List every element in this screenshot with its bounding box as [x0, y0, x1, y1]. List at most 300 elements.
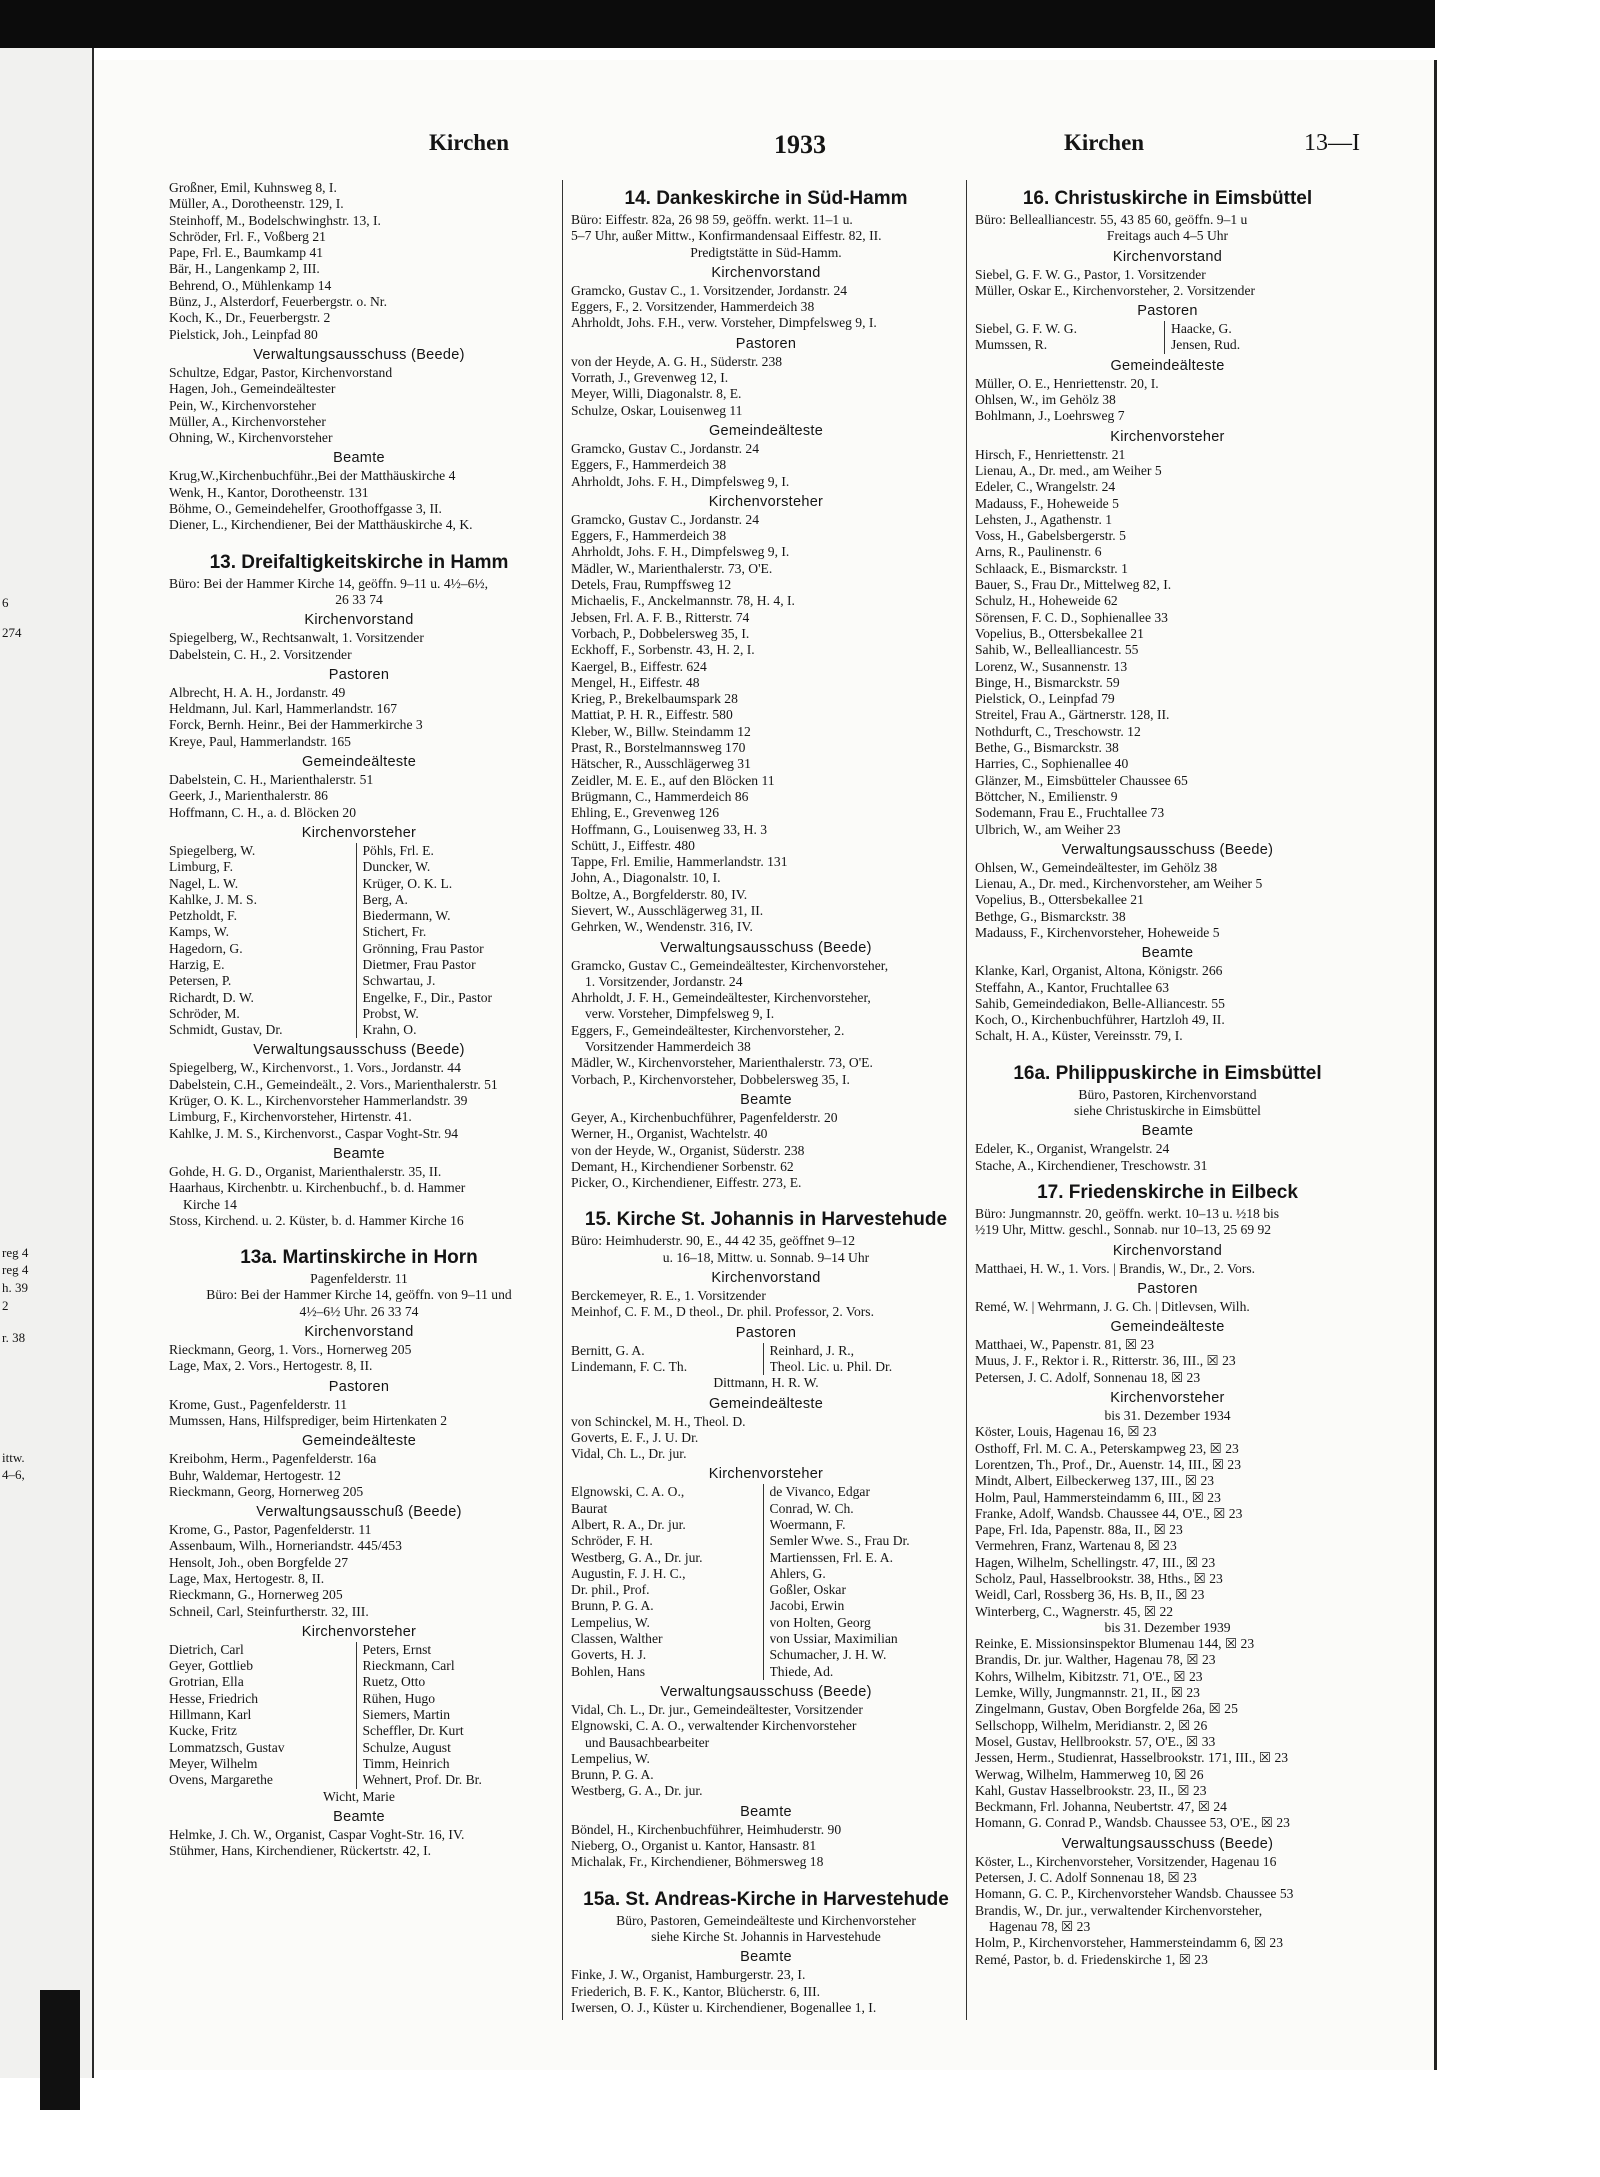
name-entry: Berg, A. — [362, 891, 408, 907]
directory-entry: Harries, C., Sophienallee 40 — [975, 756, 1129, 772]
name-entry: Augustin, F. J. H. C., — [571, 1566, 764, 1582]
name-pair-row — [571, 1501, 961, 1517]
directory-entry: Großner, Emil, Kuhnsweg 8, I. — [169, 180, 337, 195]
name-entry: Goßler, Oskar — [769, 1582, 846, 1598]
directory-entry: Meyer, Willi, Diagonalstr. 8, E. — [571, 386, 742, 402]
name-entry: Krahn, O. — [362, 1022, 417, 1038]
centered-note: bis 31. Dezember 1934 — [1104, 1408, 1231, 1424]
name-entry: Conrad, W. Ch. — [769, 1500, 854, 1516]
name-entry: Semler Wwe. S., Frau Dr. — [769, 1533, 910, 1549]
directory-entry: Edeler, C., Wrangelstr. 24 — [975, 479, 1116, 495]
name-entry: Siebel, G. F. W. G. — [975, 321, 1165, 337]
directory-entry: Mattiat, P. H. R., Eiffestr. 580 — [571, 707, 733, 723]
directory-entry: Schröder, Frl. F., Voßberg 21 — [169, 228, 326, 244]
centered-note: Büro, Pastoren, Gemeindeälteste und Kirchenvorsteher — [616, 1912, 916, 1928]
directory-entry: Matthaei, H. W., 1. Vors. | Brandis, W., Dr., 2. Vors. — [975, 1260, 1256, 1276]
directory-entry: Steffahn, A., Kantor, Fruchtallee 63 — [975, 979, 1170, 995]
directory-entry: Prast, R., Borstelmannsweg 170 — [571, 740, 746, 756]
directory-entry: Boltze, A., Borgfelderstr. 80, IV. — [571, 886, 748, 902]
directory-entry: Weidl, Carl, Rossberg 36, Hs. B, II., ☒ 23 — [975, 1587, 1205, 1603]
spacer — [571, 1871, 961, 1881]
scan-top-edge — [0, 0, 1600, 48]
directory-entry: Köster, L., Kirchenvorsteher, Vorsitzender, Hagenau 16 — [975, 1853, 1277, 1869]
directory-entry: Böttcher, N., Emilienstr. 9 — [975, 788, 1118, 804]
subsection-heading: Pastoren — [1137, 303, 1198, 320]
name-pair-row — [169, 1772, 549, 1788]
name-pair-row — [571, 1647, 961, 1663]
subsection-heading: Kirchenvorstand — [1112, 248, 1223, 265]
directory-entry: Madauss, F., Kirchenvorsteher, Hoheweide 5 — [975, 924, 1220, 940]
subsection-heading: Kirchenvorstand — [711, 264, 821, 281]
directory-entry: Koch, O., Kirchenbuchführer, Hartzloh 49, II. — [975, 1012, 1225, 1028]
directory-entry: Müller, O. E., Henriettenstr. 20, I. — [975, 375, 1159, 391]
subsection-heading: Beamte — [333, 1145, 385, 1162]
directory-entry: Lempelius, W. — [571, 1750, 650, 1766]
directory-entry: Lehsten, J., Agathenstr. 1 — [975, 511, 1113, 527]
directory-entry: Brügmann, C., Hammerdeich 86 — [571, 788, 749, 804]
directory-entry: Krome, G., Pastor, Pagenfelderstr. 11 — [169, 1522, 372, 1538]
centered-note: 4½–6½ Uhr. 26 33 74 — [299, 1303, 419, 1319]
previous-page-edge — [0, 48, 94, 2078]
directory-entry: Ahrholdt, Johs. F. H., Dimpfelsweg 9, I. — [571, 544, 790, 560]
name-pair-row — [571, 1484, 961, 1500]
directory-entry: Schulz, H., Hoheweide 62 — [975, 593, 1118, 609]
directory-entry: Mädler, W., Marienthalerstr. 73, O'E. — [571, 560, 773, 576]
name-pair-row — [169, 876, 549, 892]
column-middle — [562, 180, 961, 2020]
name-entry: Schmidt, Gustav, Dr. — [169, 1022, 357, 1038]
name-entry: Jacobi, Erwin — [769, 1598, 845, 1614]
spacer — [571, 1191, 961, 1201]
directory-entry: Arns, R., Paulinenstr. 6 — [975, 544, 1102, 560]
centered-note: u. 16–18, Mittw. u. Sonnab. 9–14 Uhr — [662, 1249, 870, 1265]
directory-entry: Lienau, A., Dr. med., am Weiher 5 — [975, 462, 1162, 478]
name-pair-row — [169, 1674, 549, 1690]
subsection-heading: Verwaltungsausschuß (Beede) — [256, 1504, 462, 1521]
name-pair-row — [571, 1533, 961, 1549]
directory-entry: Glänzer, M., Eimsbütteler Chaussee 65 — [975, 772, 1188, 788]
name-entry: Jensen, Rud. — [1171, 337, 1241, 353]
directory-entry: Lage, Max, Hertogestr. 8, II. — [169, 1571, 325, 1586]
name-entry: Spiegelberg, W. — [169, 843, 357, 859]
name-pair-row — [169, 859, 549, 875]
directory-entry: Bethge, G., Bismarckstr. 38 — [975, 908, 1126, 924]
name-entry: Harzig, E. — [169, 957, 357, 973]
name-entry: Kucke, Fritz — [169, 1723, 357, 1739]
name-entry: Brunn, P. G. A. — [571, 1598, 764, 1614]
subsection-heading: Beamte — [333, 1808, 385, 1825]
directory-entry: Sahib, Gemeindediakon, Belle-Alliancestr. 55 — [975, 995, 1225, 1011]
spacer — [169, 1229, 549, 1239]
directory-entry: Schulze, Oskar, Louisenweg 11 — [571, 402, 743, 418]
directory-entry: Geerk, J., Marienthalerstr. 86 — [169, 788, 328, 804]
subsection-heading: Verwaltungsausschuss (Beede) — [1061, 841, 1274, 858]
directory-entry: Demant, H., Kirchendiener Sorbenstr. 62 — [571, 1158, 794, 1174]
directory-entry: Rieckmann, Georg, 1. Vors., Hornerweg 205 — [169, 1342, 412, 1358]
directory-entry: Eggers, F., Hammerdeich 38 — [571, 457, 727, 473]
directory-entry: Westberg, G. A., Dr. jur. — [571, 1783, 703, 1799]
directory-entry: Limburg, F., Kirchenvorsteher, Hirtenstr. 41. — [169, 1109, 412, 1125]
directory-entry: Böhme, O., Gemeindehelfer, Groothoffgasse 3, II. — [169, 501, 442, 517]
directory-entry: Gramcko, Gustav C., 1. Vorsitzender, Jordanstr. 24 — [571, 282, 848, 298]
directory-entry: Eckhoff, F., Sorbenstr. 43, H. 2, I. — [571, 642, 755, 658]
directory-entry: Lorentzen, Th., Prof., Dr., Auenstr. 14, III., ☒ 23 — [975, 1456, 1242, 1472]
directory-entry: Schütt, J., Eiffestr. 480 — [571, 837, 695, 853]
bleed-fragment: r. 38 — [2, 1330, 26, 1345]
directory-entry: Friederich, B. F. K., Kantor, Blücherstr. 6, III. — [571, 1983, 821, 1999]
directory-entry: Vopelius, B., Ottersbekallee 21 — [975, 892, 1144, 908]
directory-entry: Sahib, W., Bellealliancestr. 55 — [975, 642, 1139, 658]
name-entry: Schumacher, J. H. W. — [769, 1647, 887, 1663]
directory-entry: Jebsen, Frl. A. F. B., Ritterstr. 74 — [571, 609, 750, 625]
directory-entry: Matthaei, W., Papenstr. 81, ☒ 23 — [975, 1337, 1155, 1353]
name-entry: Kamps, W. — [169, 924, 357, 940]
subsection-heading: Kirchenvorsteher — [708, 493, 824, 510]
directory-entry: Steinhoff, M., Bodelschwinghstr. 13, I. — [169, 212, 381, 228]
directory-entry: Diener, L., Kirchendiener, Bei der Matthäuskirche 4, K. — [169, 517, 473, 533]
bleed-fragment: reg 4 — [2, 1262, 29, 1277]
subsection-heading: Gemeindeälteste — [1110, 357, 1225, 374]
centered-note: Wicht, Marie — [323, 1788, 395, 1804]
directory-entry-continued: und Bausachbearbeiter — [585, 1734, 710, 1750]
name-entry: Petersen, P. — [169, 973, 357, 989]
name-entry: Bohlen, Hans — [571, 1664, 764, 1680]
name-entry: Albert, R. A., Dr. jur. — [571, 1517, 764, 1533]
directory-entry: Forck, Bernh. Heinr., Bei der Hammerkirche 3 — [169, 717, 423, 733]
directory-entry: Büro: Bei der Hammer Kirche 14, geöffn. 9–11 u. 4½–6½, — [169, 575, 489, 591]
directory-entry: Petersen, J. C. Adolf Sonnenau 18, ☒ 23 — [975, 1870, 1197, 1886]
name-entry: Classen, Walther — [571, 1631, 764, 1647]
subsection-heading: Pastoren — [328, 666, 390, 683]
bleed-fragment: h. 39 — [2, 1280, 28, 1295]
directory-page — [94, 60, 1437, 2070]
name-pair-row — [169, 1022, 549, 1038]
subsection-heading: Beamte — [740, 1949, 792, 1966]
centered-note: siehe Christuskirche in Eimsbüttel — [1074, 1103, 1261, 1119]
directory-entry: Sodemann, Frau E., Fruchtallee 73 — [975, 805, 1165, 821]
name-entry: Baurat — [571, 1501, 764, 1517]
directory-entry: Ahrholdt, Johs. F.H., verw. Vorsteher, Dimpfelsweg 9, I. — [571, 315, 877, 331]
directory-entry: Franke, Adolf, Wandsb. Chaussee 44, O'E., ☒ 23 — [975, 1505, 1243, 1521]
name-entry: Goverts, H. J. — [571, 1647, 764, 1663]
directory-entry: Meinhof, C. F. M., D theol., Dr. phil. Professor, 2. Vors. — [571, 1304, 874, 1320]
directory-entry: Vermehren, Franz, Wartenau 8, ☒ 23 — [975, 1538, 1177, 1554]
directory-entry: Siebel, G. F. W. G., Pastor, 1. Vorsitzender — [975, 266, 1206, 282]
directory-entry: Bohlmann, J., Loehrsweg 7 — [975, 408, 1125, 424]
church-section-title: 16. Christuskirche in Eimsbüttel — [1022, 188, 1313, 209]
directory-entry: Rieckmann, Georg, Hornerweg 205 — [169, 1483, 364, 1499]
directory-entry: Schneil, Carl, Steinfurtherstr. 32, III. — [169, 1603, 369, 1619]
name-entry: Bernitt, G. A. — [571, 1343, 764, 1359]
directory-entry: Bünz, J., Alsterdorf, Feuerbergstr. o. Nr. — [169, 294, 387, 310]
centered-note: 26 33 74 — [335, 591, 383, 607]
subsection-heading: Kirchenvorsteher — [301, 1623, 417, 1640]
name-entry: Elgnowski, C. A. O., — [571, 1484, 764, 1500]
directory-entry: Ohlsen, W., Gemeindeältester, im Gehölz 38 — [975, 859, 1218, 875]
directory-entry: Ahrholdt, Johs. F. H., Dimpfelsweg 9, I. — [571, 473, 790, 489]
subsection-heading: Kirchenvorstand — [711, 1270, 821, 1287]
directory-entry: Gramcko, Gustav C., Jordanstr. 24 — [571, 511, 760, 527]
directory-entry: Buhr, Waldemar, Hertogestr. 12 — [169, 1467, 341, 1483]
directory-entry: Müller, A., Kirchenvorsteher — [169, 413, 326, 429]
centered-note: Dittmann, H. R. W. — [713, 1375, 819, 1391]
directory-entry: Goverts, E. F., J. U. Dr. — [571, 1429, 699, 1445]
directory-entry: Kahl, Gustav Hasselbrookstr. 23, II., ☒ 23 — [975, 1782, 1207, 1798]
name-entry: Martienssen, Frl. E. A. — [769, 1549, 893, 1565]
directory-entry: Picker, O., Kirchendiener, Eiffestr. 273, E. — [571, 1175, 802, 1191]
directory-entry: Hagen, Joh., Gemeindeältester — [169, 381, 336, 397]
directory-entry: Behrend, O., Mühlenkamp 14 — [169, 277, 332, 293]
name-entry: Thiede, Ad. — [769, 1663, 834, 1679]
name-entry: Hillmann, Karl — [169, 1707, 357, 1723]
directory-entry: Vopelius, B., Ottersbekallee 21 — [975, 625, 1144, 641]
directory-entry: von der Heyde, A. G. H., Süderstr. 238 — [571, 353, 783, 369]
directory-entry: Sellschopp, Wilhelm, Meridianstr. 2, ☒ 26 — [975, 1717, 1208, 1733]
name-pair-row — [571, 1517, 961, 1533]
name-pair-row — [571, 1566, 961, 1582]
directory-entry: Jessen, Herm., Studienrat, Hasselbrookstr. 171, III., ☒ 23 — [975, 1750, 1289, 1766]
name-pair-row — [571, 1615, 961, 1631]
centered-note: bis 31. Dezember 1939 — [1104, 1619, 1231, 1635]
directory-entry: Lienau, A., Dr. med., Kirchenvorsteher, am Weiher 5 — [975, 876, 1263, 892]
directory-entry: 5–7 Uhr, außer Mittw., Konfirmandensaal Eiffestr. 82, II. — [571, 228, 882, 244]
directory-entry: Gramcko, Gustav C., Jordanstr. 24 — [571, 440, 760, 456]
subsection-heading: Kirchenvorstand — [1112, 1242, 1223, 1259]
directory-entry: Gehrken, W., Wendenstr. 316, IV. — [571, 919, 753, 935]
directory-entry: Pein, W., Kirchenvorsteher — [169, 397, 316, 413]
directory-entry: Hoffmann, C. H., a. d. Blöcken 20 — [169, 804, 357, 820]
directory-entry: ½19 Uhr, Mittw. geschl., Sonnab. nur 10–13, 25 69 92 — [975, 1222, 1272, 1238]
running-head-year: 1933 — [774, 130, 826, 159]
name-entry: Limburg, F. — [169, 859, 357, 875]
name-pair-row — [169, 843, 549, 859]
name-entry: Haacke, G. — [1171, 321, 1232, 337]
directory-entry: Gohde, H. G. D., Organist, Marienthalerstr. 35, II. — [169, 1163, 442, 1179]
directory-entry: Ulbrich, W., am Weiher 23 — [975, 821, 1121, 837]
running-head-right: Kirchen — [1064, 130, 1145, 155]
name-entry: Woermann, F. — [769, 1517, 846, 1532]
subsection-heading: Gemeindeälteste — [1110, 1319, 1225, 1336]
subsection-heading: Gemeindeälteste — [708, 1395, 824, 1412]
name-entry: Westberg, G. A., Dr. jur. — [571, 1550, 764, 1566]
directory-entry: Büro: Jungmannstr. 20, geöffn. werkt. 10–13 u. ½18 bis — [975, 1205, 1280, 1221]
name-entry: Siemers, Martin — [362, 1707, 451, 1723]
directory-entry: Scholz, Paul, Hasselbrookstr. 38, Hths., ☒ 23 — [975, 1571, 1223, 1586]
subsection-heading: Verwaltungsausschuss (Beede) — [1061, 1835, 1274, 1852]
directory-entry: Michaelis, F., Anckelmannstr. 78, H. 4, I. — [571, 593, 795, 609]
directory-entry: Mädler, W., Kirchenvorsteher, Marienthalerstr. 73, O'E. — [571, 1055, 873, 1071]
name-entry: Lempelius, W. — [571, 1615, 764, 1631]
subsection-heading: Verwaltungsausschuss (Beede) — [253, 346, 465, 363]
directory-entry: Elgnowski, C. A. O., verwaltender Kirchenvorsteher — [571, 1718, 857, 1734]
name-pair-row — [169, 892, 549, 908]
scan-right-margin — [1435, 0, 1600, 2177]
directory-entry: Sörensen, F. C. D., Sophienallee 33 — [975, 609, 1168, 625]
directory-entry: John, A., Diagonalstr. 10, I. — [571, 870, 721, 886]
directory-entry: Holm, P., Kirchenvorsteher, Hammersteindamm 6, ☒ 23 — [975, 1935, 1284, 1951]
directory-entry: Mindt, Albert, Eilbeckerweg 137, III., ☒ 23 — [975, 1473, 1215, 1489]
subsection-heading: Kirchenvorsteher — [301, 824, 417, 841]
scan-bottom-edge — [40, 1990, 80, 2110]
directory-entry: Stache, A., Kirchendiener, Treschowstr. 31 — [975, 1157, 1208, 1173]
directory-entry: Zeidler, M. E. E., auf den Blöcken 11 — [571, 772, 775, 788]
directory-entry: Voss, H., Gabelsbergerstr. 5 — [975, 528, 1126, 544]
name-pair-row — [571, 1343, 961, 1359]
name-entry: Dietmer, Frau Pastor — [362, 956, 476, 972]
name-entry: Schwartau, J. — [362, 973, 436, 989]
name-entry: Peters, Ernst — [362, 1641, 432, 1657]
directory-entry: Stoss, Kirchend. u. 2. Küster, b. d. Hammer Kirche 16 — [169, 1212, 464, 1228]
directory-entry: Müller, Oskar E., Kirchenvorsteher, 2. Vorsitzender — [975, 282, 1256, 298]
name-pair-row — [571, 1598, 961, 1614]
directory-entry: Streitel, Frau A., Gärtnerstr. 128, II. — [975, 707, 1170, 723]
name-entry: Schröder, M. — [169, 1006, 357, 1022]
name-entry: Dietrich, Carl — [169, 1642, 357, 1658]
directory-entry: Petersen, J. C. Adolf, Sonnenau 18, ☒ 23 — [975, 1369, 1201, 1385]
directory-entry: Albrecht, H. A. H., Jordanstr. 49 — [169, 684, 346, 700]
name-pair-row — [169, 1707, 549, 1723]
directory-entry: Madauss, F., Hoheweide 5 — [975, 495, 1119, 511]
directory-entry: Ehling, E., Grevenweg 126 — [571, 805, 719, 821]
name-entry: Scheffler, Dr. Kurt — [362, 1723, 464, 1739]
directory-entry: Vidal, Ch. L., Dr. jur. — [571, 1446, 687, 1462]
directory-entry-continued: Vorsitzender Hammerdeich 38 — [585, 1039, 751, 1055]
directory-entry: Spiegelberg, W., Rechtsanwalt, 1. Vorsitzender — [169, 630, 424, 646]
directory-entry: Böndel, H., Kirchenbuchführer, Heimhuderstr. 90 — [571, 1821, 842, 1837]
directory-entry: Vorbach, P., Kirchenvorsteher, Dobbelersweg 35, I. — [571, 1071, 850, 1087]
name-entry: Reinhard, J. R., — [769, 1342, 855, 1358]
directory-entry: Kreye, Paul, Hammerlandstr. 165 — [169, 733, 351, 749]
name-entry: Schulze, August — [362, 1739, 451, 1755]
name-pair-row — [571, 1359, 961, 1375]
name-entry: Krüger, O. K. L. — [362, 875, 453, 891]
directory-entry: Heldmann, Jul. Karl, Hammerlandstr. 167 — [169, 701, 398, 717]
directory-entry: Kahlke, J. M. S., Kirchenvorst., Caspar Voght-Str. 94 — [169, 1125, 459, 1141]
name-entry: Rühen, Hugo — [362, 1690, 435, 1706]
directory-entry: Finke, J. W., Organist, Hamburgerstr. 23, I. — [571, 1967, 806, 1983]
bleed-fragment: 274 — [2, 625, 22, 640]
running-head — [144, 130, 1404, 170]
name-pair-row — [169, 1756, 549, 1772]
name-pair-row — [571, 1550, 961, 1566]
name-entry: Duncker, W. — [362, 859, 431, 875]
subsection-heading: Beamte — [1141, 945, 1194, 962]
directory-entry: Müller, A., Dorotheenstr. 129, I. — [169, 196, 344, 212]
centered-note: Büro: Bei der Hammer Kirche 14, geöffn. von 9–11 und — [206, 1287, 512, 1303]
name-entry: Nagel, L. W. — [169, 876, 357, 892]
directory-entry: Muus, J. F., Rektor i. R., Ritterstr. 36, III., ☒ 23 — [975, 1353, 1236, 1369]
directory-entry: Holm, Paul, Hammersteindamm 6, III., ☒ 23 — [975, 1489, 1221, 1505]
name-pair-row — [975, 337, 1360, 353]
name-pair-row — [169, 924, 549, 940]
directory-entry: Edeler, K., Organist, Wrangelstr. 24 — [975, 1141, 1170, 1157]
name-entry: Richardt, D. W. — [169, 990, 357, 1006]
directory-entry: Nothdurft, C., Treschowstr. 12 — [975, 723, 1141, 739]
directory-entry: Helmke, J. Ch. W., Organist, Caspar Voght-Str. 16, IV. — [169, 1826, 465, 1842]
name-entry: Wehnert, Prof. Dr. Br. — [362, 1772, 482, 1788]
directory-entry: Krüger, O. K. L., Kirchenvorsteher Hammerlandstr. 39 — [169, 1093, 468, 1109]
directory-entry: Vorrath, J., Grevenweg 12, I. — [571, 370, 729, 386]
directory-entry: Homann, G. Conrad P., Wandsb. Chaussee 53, O'E., ☒ 23 — [975, 1815, 1290, 1831]
name-pair-row — [975, 321, 1360, 337]
name-pair-row — [169, 908, 549, 924]
church-section-title: 15. Kirche St. Johannis in Harvestehude — [584, 1209, 948, 1231]
spacer — [975, 1045, 1360, 1055]
directory-entry: Osthoff, Frl. M. C. A., Peterskampweg 23, ☒ 23 — [975, 1440, 1239, 1456]
directory-entry: Gramcko, Gustav C., Gemeindeältester, Kirchenvorsteher, — [571, 957, 889, 973]
name-entry: de Vivanco, Edgar — [769, 1484, 870, 1500]
subsection-heading: Pastoren — [328, 1378, 390, 1395]
directory-entry: Büro: Eiffestr. 82a, 26 98 59, geöffn. werkt. 11–1 u. — [571, 212, 853, 227]
subsection-heading: Verwaltungsausschuss (Beede) — [660, 939, 872, 956]
directory-entry: Ohlsen, W., im Gehölz 38 — [975, 392, 1116, 408]
directory-entry: Nieberg, O., Organist u. Kantor, Hansastr. 81 — [571, 1838, 817, 1854]
directory-entry: Tappe, Frl. Emilie, Hammerlandstr. 131 — [571, 854, 788, 870]
directory-entry: Vorbach, P., Dobbelersweg 35, I. — [571, 625, 750, 641]
centered-note: Büro, Pastoren, Kirchenvorstand — [1078, 1086, 1257, 1102]
name-entry: Ahlers, G. — [769, 1565, 826, 1581]
running-head-left: Kirchen — [429, 130, 510, 155]
directory-entry: Schlaack, E., Bismarckstr. 1 — [975, 560, 1128, 576]
name-entry: Timm, Heinrich — [362, 1755, 450, 1771]
directory-entry: Winterberg, C., Wagnerstr. 45, ☒ 22 — [975, 1603, 1174, 1619]
directory-entry: Rieckmann, G., Hornerweg 205 — [169, 1587, 343, 1603]
name-entry: Grönning, Frau Pastor — [362, 940, 484, 956]
directory-entry: Bär, H., Langenkamp 2, III. — [169, 261, 320, 277]
directory-entry: Mosel, Gustav, Hellbrookstr. 57, O'E., ☒ 33 — [975, 1733, 1216, 1749]
directory-entry: Dabelstein, C.H., Gemeindeält., 2. Vors., Marienthalerstr. 51 — [169, 1076, 498, 1092]
directory-entry: Michalak, Fr., Kirchendiener, Böhmersweg 18 — [571, 1854, 824, 1870]
bleed-fragment: ittw. — [2, 1450, 25, 1465]
subsection-heading: Pastoren — [1137, 1280, 1198, 1297]
subsection-heading: Kirchenvorstand — [304, 612, 414, 629]
directory-entry: Brandis, W., Dr. jur., verwaltender Kirchenvorsteher, — [975, 1902, 1263, 1918]
subsection-heading: Verwaltungsausschuss (Beede) — [253, 1042, 465, 1059]
directory-entry: Kleber, W., Billw. Steindamm 12 — [571, 723, 751, 739]
name-pair-row — [169, 973, 549, 989]
directory-entry: von der Heyde, W., Organist, Süderstr. 238 — [571, 1142, 805, 1158]
directory-entry: Assenbaum, Wilh., Horneriandstr. 445/453 — [169, 1538, 402, 1554]
directory-entry: Haarhaus, Kirchenbtr. u. Kirchenbuchf., b. d. Hammer — [169, 1180, 466, 1196]
name-entry: Kahlke, J. M. S. — [169, 892, 357, 908]
name-entry: Ruetz, Otto — [362, 1674, 426, 1690]
directory-entry: Pape, Frl. E., Baumkamp 41 — [169, 245, 324, 261]
name-pair-row — [571, 1664, 961, 1680]
directory-entry: Dabelstein, C. H., Marienthalerstr. 51 — [169, 772, 374, 788]
directory-entry: Homann, G. C. P., Kirchenvorsteher Wandsb. Chaussee 53 — [975, 1886, 1294, 1902]
subsection-heading: Verwaltungsausschuss (Beede) — [660, 1683, 872, 1700]
subsection-heading: Kirchenvorsteher — [1110, 1390, 1225, 1407]
name-entry: Hagedorn, G. — [169, 941, 357, 957]
directory-entry: Eggers, F., Hammerdeich 38 — [571, 528, 727, 544]
name-entry: Schröder, F. H. — [571, 1533, 764, 1549]
name-entry: Dr. phil., Prof. — [571, 1582, 764, 1598]
name-pair-row — [169, 957, 549, 973]
directory-entry: Brunn, P. G. A. — [571, 1767, 654, 1783]
directory-entry: Zingelmann, Gustav, Oben Borgfelde 26a, ☒ 25 — [975, 1701, 1238, 1717]
directory-entry: Sievert, W., Ausschlägerweg 31, II. — [571, 902, 764, 918]
column-left — [169, 180, 549, 2020]
directory-entry: Pape, Frl. Ida, Papenstr. 88a, II., ☒ 23 — [975, 1522, 1183, 1538]
name-pair-row — [169, 1642, 549, 1658]
directory-entry: Remé, Pastor, b. d. Friedenskirche 1, ☒ 23 — [975, 1951, 1208, 1967]
directory-entry: Krieg, P., Brekelbaumspark 28 — [571, 691, 738, 707]
name-entry: von Holten, Georg — [769, 1614, 871, 1630]
name-entry: Mumssen, R. — [975, 337, 1165, 353]
directory-entry: Iwersen, O. J., Küster u. Kirchendiener, Bogenallee 1, I. — [571, 1999, 877, 2015]
subsection-heading: Beamte — [1141, 1123, 1194, 1140]
centered-note: Pagenfelderstr. 11 — [310, 1271, 408, 1287]
